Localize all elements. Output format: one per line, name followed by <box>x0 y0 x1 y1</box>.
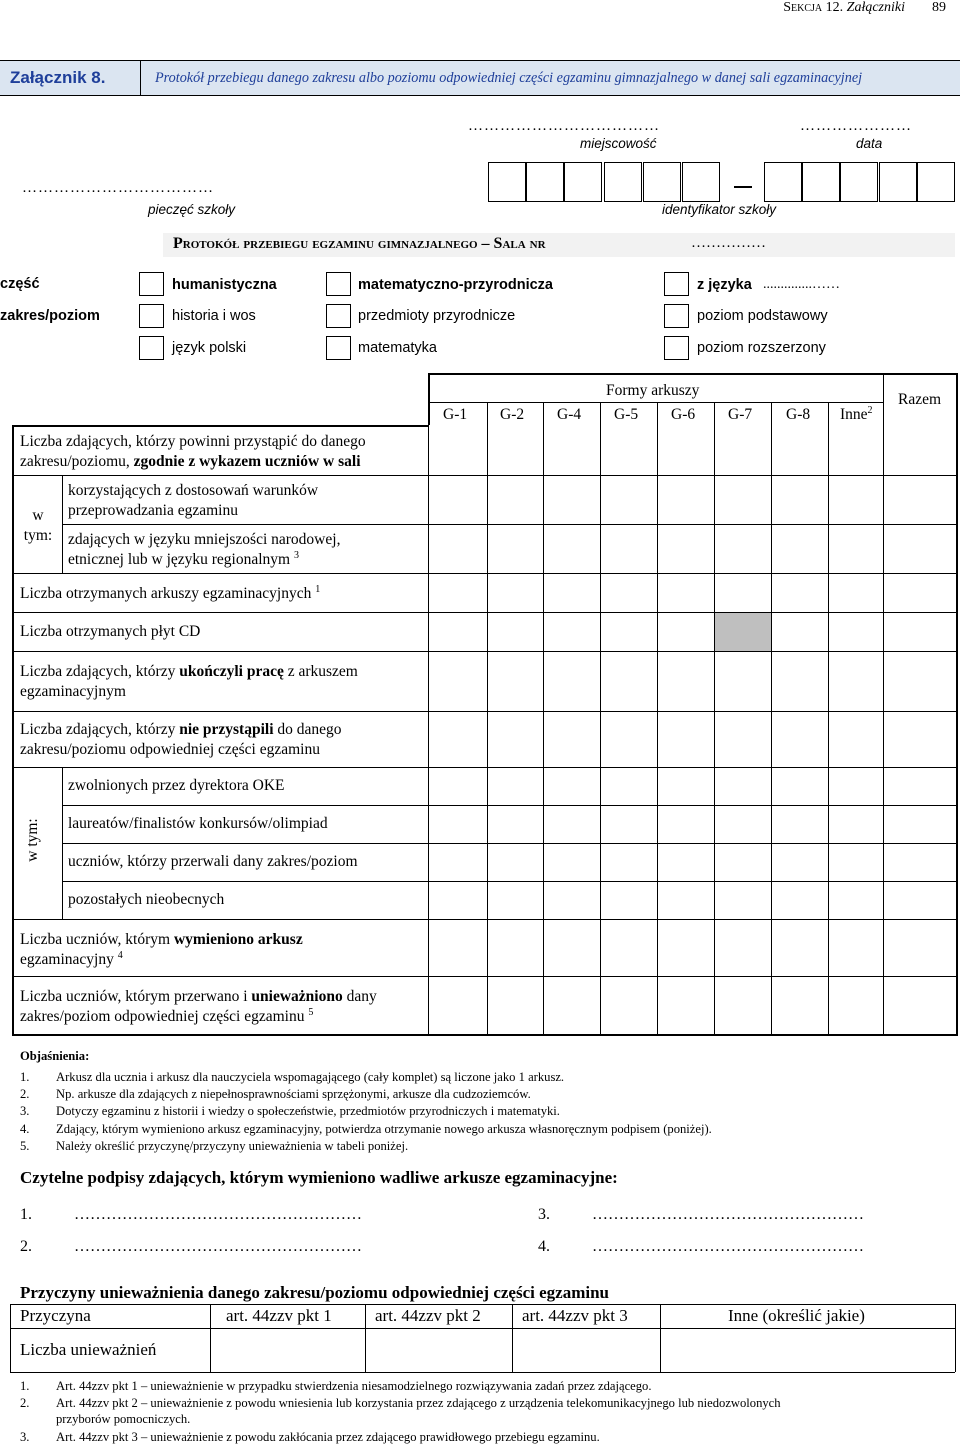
col-inne: Inne$^2$ <box>840 404 873 423</box>
footnote-num: 2. <box>20 1396 30 1410</box>
signature-line[interactable]: …………………………………………… <box>592 1206 864 1223</box>
footnote-text: Art. 44zzv pkt 3 – unieważnienie z powodu zakłócania przez zdającego prawidłowego przebiegu egzaminu. <box>56 1430 600 1444</box>
reason-header-pkt3: art. 44zzv pkt 3 <box>522 1306 628 1325</box>
stamp-label: pieczęć szkoły <box>148 202 236 217</box>
shaded-cell <box>714 612 771 651</box>
col-g7: G-7 <box>728 406 753 423</box>
signature-num: 1. <box>20 1206 32 1223</box>
reasons-title: Przyczyny unieważnienia danego zakresu/poziomu odpowiedniej części egzaminu <box>20 1283 609 1302</box>
row-przerwali: uczniów, którzy przerwali dany zakres/poziom <box>68 853 358 870</box>
part-label: część <box>0 276 40 292</box>
explanation-text: Należy określić przyczynę/przyczyny unieważnienia w tabeli poniżej. <box>56 1139 409 1153</box>
school-id-digit[interactable] <box>682 162 720 202</box>
w-tym-label: w tym: <box>23 507 53 544</box>
label-jezyk-polski: język polski <box>172 340 247 356</box>
annex-title: Protokół przebiegu danego zakresu albo poziomu odpowiedniej części egzaminu gimnazjalnego w danej sali egzaminacyjnej <box>155 70 863 86</box>
checkbox-historia[interactable] <box>139 304 164 328</box>
language-dots[interactable]: ..............…… <box>763 277 840 292</box>
row-nie-przystapili: Liczba zdających, którzy nie przystąpili do danego zakresu/poziomu odpowiedniej części egzaminu <box>20 721 342 758</box>
w-tym-vertical: w tym: <box>24 818 41 862</box>
label-poziom-podst: poziom podstawowy <box>697 308 828 324</box>
school-id-digit[interactable] <box>604 162 642 202</box>
stamp-dots[interactable]: ……………………………… <box>22 180 214 196</box>
school-id-digit[interactable] <box>643 162 681 202</box>
row-pozostalych: pozostałych nieobecnych <box>68 891 225 908</box>
explanation-num: 1. <box>20 1070 30 1084</box>
scope-label: zakres/poziom <box>0 308 100 324</box>
checkbox-poziom-rozsz[interactable] <box>664 336 689 360</box>
footnote-text: Art. 44zzv pkt 1 – unieważnienie w przypadku stwierdzenia niesamodzielnego rozwiązywania zadań przez zdającego. <box>56 1379 652 1393</box>
reason-header-pkt2: art. 44zzv pkt 2 <box>375 1306 481 1325</box>
signature-num: 4. <box>538 1238 550 1255</box>
label-matematyka: matematyka <box>358 340 437 356</box>
checkbox-z-jezyka[interactable] <box>664 272 689 296</box>
protocol-title-bar <box>163 233 955 257</box>
label-humanistyczna: humanistyczna <box>172 277 277 293</box>
footnote-num: 1. <box>20 1379 30 1393</box>
school-id-digit[interactable] <box>802 162 840 202</box>
school-id-digit[interactable] <box>564 162 602 202</box>
label-przedmioty: przedmioty przyrodnicze <box>358 308 516 324</box>
school-id-digit[interactable] <box>879 162 917 202</box>
signature-num: 2. <box>20 1238 32 1255</box>
signature-line[interactable]: ……………………………………………… <box>74 1238 362 1255</box>
row-przerwano: Liczba uczniów, którym przerwano i unieważniono dany zakres/poziom odpowiedniej części egzaminu $^5$ <box>20 988 377 1025</box>
signatures-title: Czytelne podpisy zdających, którym wymieniono wadliwe arkusze egzaminacyjne: <box>20 1168 618 1187</box>
date-label: data <box>856 136 883 151</box>
explanations-title: Objaśnienia: <box>20 1049 90 1063</box>
reason-header-przyczyna: Przyczyna <box>20 1306 91 1325</box>
label-historia: historia i wos <box>172 308 256 324</box>
school-id-label: identyfikator szkoły <box>662 202 777 217</box>
signature-line[interactable]: …………………………………………… <box>592 1238 864 1255</box>
footnote-text: przyborów pomocniczych. <box>56 1412 191 1426</box>
explanation-text: Dotyczy egzaminu z historii i wiedzy o społeczeństwie, przedmiotów przyrodniczych i matematyki. <box>56 1104 560 1118</box>
label-z-jezyka: z języka <box>697 277 752 293</box>
id-separator <box>734 186 752 188</box>
row-laureatow: laureatów/finalistów konkursów/olimpiad <box>68 815 328 832</box>
row-arkuszy: Liczba otrzymanych arkuszy egzaminacyjnych $^1$ <box>20 583 321 602</box>
reason-row-label: Liczba unieważnień <box>20 1340 157 1359</box>
reason-header-pkt1: art. 44zzv pkt 1 <box>226 1306 332 1325</box>
row-mniejszosci: zdających w języku mniejszości narodowej, etnicznej lub w języku regionalnym $^3$ <box>68 531 341 568</box>
page-header <box>783 0 946 16</box>
col-g4: G-4 <box>557 406 582 423</box>
reason-header-inne: Inne (określić jakie) <box>728 1306 865 1325</box>
explanation-num: 5. <box>20 1139 30 1153</box>
place-dots[interactable]: ……………………………… <box>468 118 660 134</box>
footnote-text: Art. 44zzv pkt 2 – unieważnienie z powodu wniesienia lub korzystania przez zdającego z urządzenia telekomunikacyjnego lub niedozwolonych <box>56 1396 781 1410</box>
section-sub: Załączniki <box>846 0 905 15</box>
page-number: 89 <box>932 0 946 15</box>
section-label: Sekcja 12. <box>783 0 844 15</box>
label-mat-przyr: matematyczno-przyrodnicza <box>358 277 553 293</box>
checkbox-matematyka[interactable] <box>326 336 351 360</box>
school-id-digit[interactable] <box>917 162 955 202</box>
col-g1: G-1 <box>443 406 468 423</box>
checkbox-przedmioty[interactable] <box>326 304 351 328</box>
col-g6: G-6 <box>671 406 696 423</box>
checkbox-jezyk-polski[interactable] <box>139 336 164 360</box>
row-ukonczyli: Liczba zdających, którzy ukończyli pracę z arkuszem egzaminacyjnym <box>20 663 358 700</box>
explanation-num: 4. <box>20 1122 30 1136</box>
annex-label: Załącznik 8. <box>10 68 106 87</box>
protocol-title: Protokół przebiegu egzaminu gimnazjalnego – Sala nr <box>173 235 546 252</box>
checkbox-mat-przyr[interactable] <box>326 272 351 296</box>
col-g5: G-5 <box>614 406 639 423</box>
row-dostosowan: korzystających z dostosowań warunków przeprowadzania egzaminu <box>68 482 319 519</box>
date-dots[interactable]: ………………… <box>800 118 912 134</box>
explanation-num: 2. <box>20 1087 30 1101</box>
signature-num: 3. <box>538 1206 550 1223</box>
explanation-text: Zdający, którym wymieniono arkusz egzaminacyjny, potwierdza otrzymanie nowego arkusza własnoręcznym podpisem (poniżej). <box>56 1122 712 1136</box>
school-id-digit[interactable] <box>764 162 802 202</box>
row-plyt: Liczba otrzymanych płyt CD <box>20 623 201 640</box>
row-powinni: Liczba zdających, którzy powinni przystąpić do danego zakresu/poziomu, zgodnie z wykazem uczniów w sali <box>20 433 366 470</box>
explanation-text: Arkusz dla ucznia i arkusz dla nauczyciela wspomagającego (cały komplet) są liczone jako 1 arkusz. <box>56 1070 565 1084</box>
explanation-num: 3. <box>20 1104 30 1118</box>
col-g8: G-8 <box>786 406 811 423</box>
label-poziom-rozsz: poziom rozszerzony <box>697 340 826 356</box>
school-id-digit[interactable] <box>840 162 878 202</box>
explanation-text: Np. arkusze dla zdających z niepełnosprawnościami sprzężonymi, arkusze dla cudzoziemców. <box>56 1087 531 1101</box>
checkbox-poziom-podst[interactable] <box>664 304 689 328</box>
signature-line[interactable]: ……………………………………………… <box>74 1206 362 1223</box>
row-zwolnionych: zwolnionych przez dyrektora OKE <box>68 777 285 794</box>
checkbox-humanistyczna[interactable] <box>139 272 164 296</box>
school-id-digit[interactable] <box>526 162 564 202</box>
col-g2: G-2 <box>500 406 525 423</box>
annex-banner <box>0 60 960 96</box>
room-number-dots[interactable]: …………… <box>691 235 766 251</box>
place-label: miejscowość <box>580 136 657 151</box>
formy-header: Formy arkuszy <box>606 382 700 399</box>
row-wymieniono: Liczba uczniów, którym wymieniono arkusz egzaminacyjny $^4$ <box>20 931 303 968</box>
footnote-num: 3. <box>20 1430 30 1444</box>
school-id-digit[interactable] <box>488 162 526 202</box>
razem-header: Razem <box>898 391 942 408</box>
